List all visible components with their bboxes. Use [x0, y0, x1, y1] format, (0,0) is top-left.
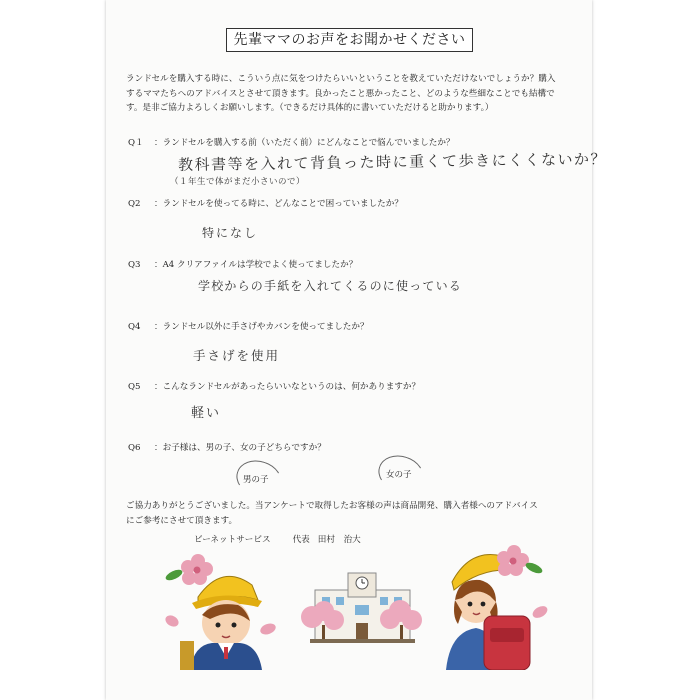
question-2: [128, 197, 403, 209]
question-1: [128, 136, 455, 148]
intro-line: す。是非ご協力よろしくお願いします。（できるだけ具体的に書いていただけると助かります。）: [126, 103, 494, 113]
cherry-blossom-icon: [164, 554, 213, 585]
question-5: [128, 380, 420, 392]
boy-illustration: [160, 545, 280, 670]
intro-paragraph: [126, 72, 576, 116]
answer-3: 学校からの手紙を入れてくるのに使っている: [198, 279, 463, 293]
randoseru-bag-icon: [484, 616, 530, 670]
page-title: 先輩ママのお声をお聞かせください: [226, 28, 473, 52]
question-text: ：ランドセル以外に手さげやカバンを使ってましたか？: [154, 322, 369, 332]
closing-line: にご参考にさせて頂きます。: [126, 516, 238, 526]
representative-role: 代表: [292, 535, 310, 545]
answer-4: 手さげを使用: [193, 348, 281, 363]
question-6: [128, 441, 326, 453]
answer-5: 軽い: [191, 406, 222, 421]
closing-line: ご協力ありがとうございました。当アンケートで取得したお客様の声は商品開発、購入者様へのアドバイス: [126, 501, 538, 511]
answer-1-note: （１年生で体がまだ小さいので）: [170, 177, 306, 187]
question-number: Q3: [128, 260, 141, 270]
choice-boy[interactable]: 男の子: [243, 475, 269, 485]
representative-name: 田村 治大: [317, 535, 361, 545]
question-text: ：A4 クリアファイルは学校でよく使ってましたか？: [154, 260, 358, 270]
company-name: ビーネットサービス: [194, 535, 271, 545]
question-number: Q6: [128, 443, 141, 453]
question-number: Q2: [128, 199, 141, 209]
question-text: ：ランドセルを使ってる時に、どんなことで困っていましたか？: [154, 199, 403, 209]
answer-2: 特になし: [202, 226, 259, 240]
intro-line: ランドセルを購入する時に、こういう点に気をつけたらいいということを教えていただけないでしょうか？購入: [126, 74, 556, 84]
closing-paragraph: [126, 499, 576, 529]
intro-line: するママたちへのアドバイスとさせて頂きます。良かったこと悪かったこと、どのような些細なことでも結構で: [126, 88, 555, 99]
question-text: ：こんなランドセルがあったらいいなというのは、何かありますか？: [154, 382, 421, 392]
school-building-illustration: [300, 565, 425, 645]
question-4: [128, 320, 369, 332]
question-text: ：お子様は、男の子、女の子どちらですか？: [154, 443, 326, 453]
question-text: ：ランドセルを購入する前（いただく前）にどんなことで悩んでいましたか？: [154, 138, 455, 148]
question-3: [128, 258, 357, 270]
question-number: Q１: [128, 138, 144, 148]
girl-illustration: [440, 542, 550, 670]
choice-girl[interactable]: 女の子: [386, 470, 412, 480]
answer-1: 教科書等を入れて背負った時に重くて歩きにくくないか？: [177, 150, 608, 174]
cherry-blossom-icon: [497, 545, 544, 576]
question-number: Q4: [128, 322, 141, 332]
question-number: Q5: [128, 382, 141, 392]
signature: [194, 533, 383, 545]
